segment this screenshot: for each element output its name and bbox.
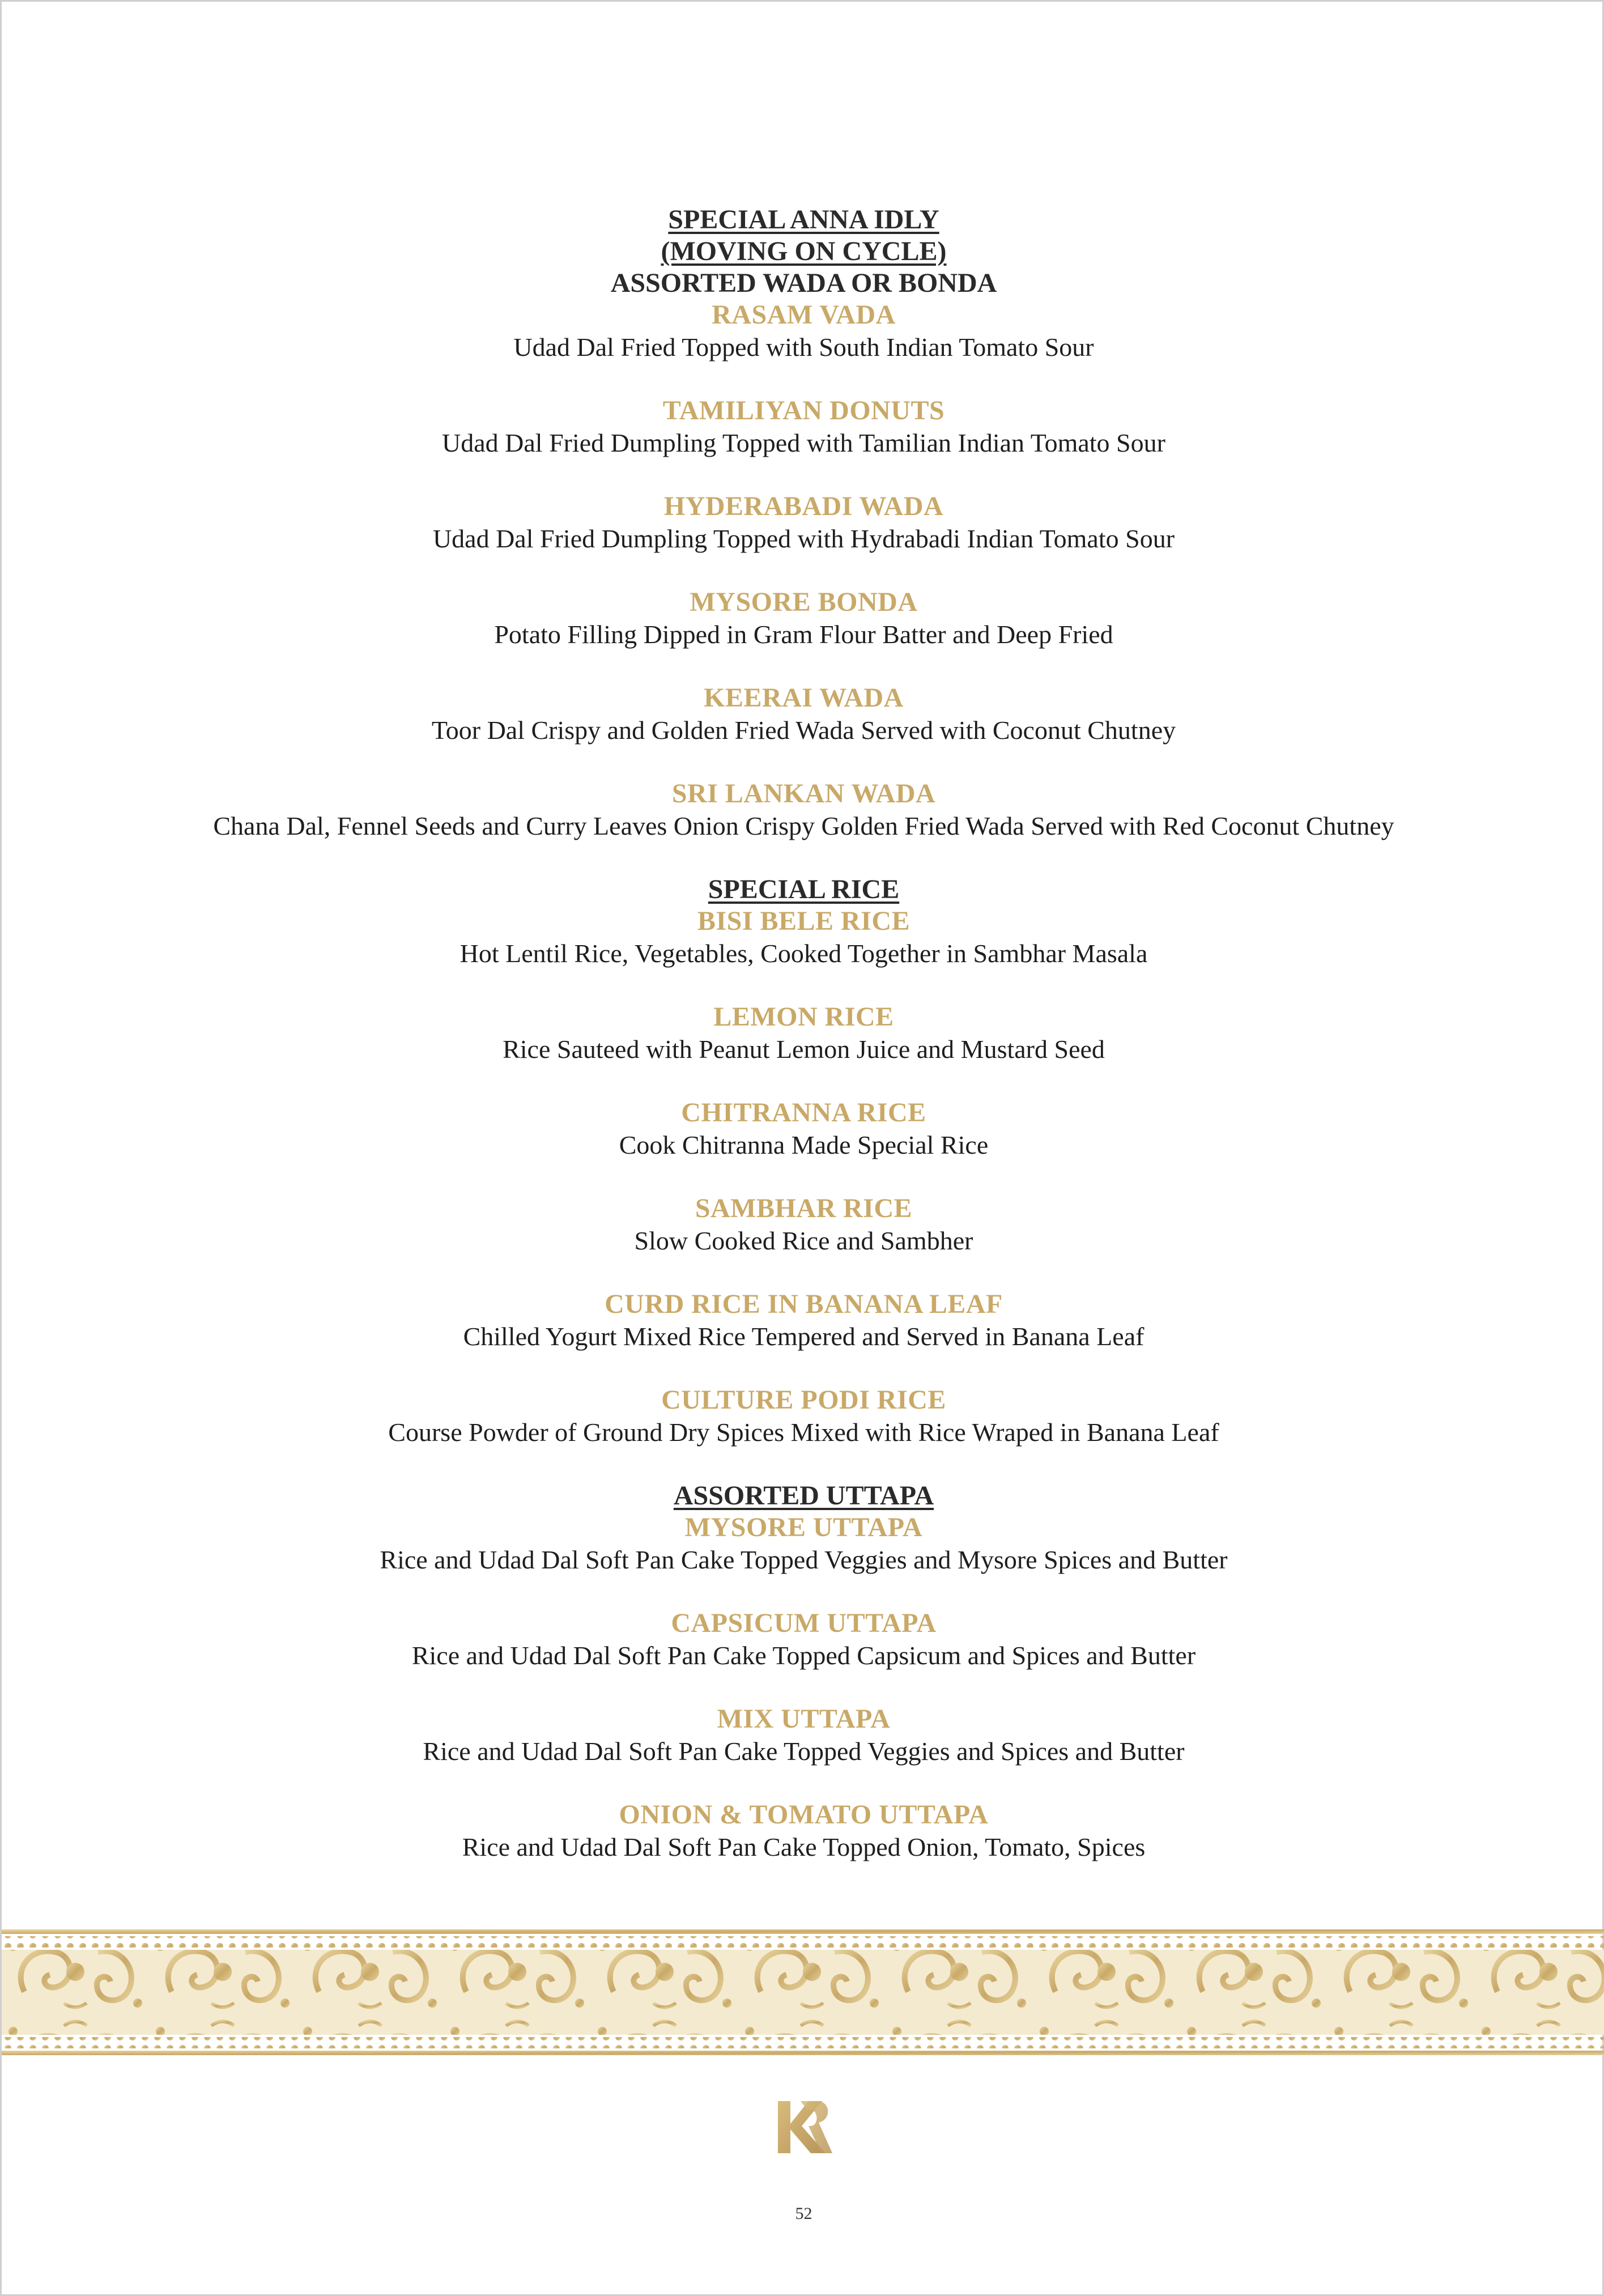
item-name: BISI BELE RICE bbox=[697, 906, 911, 936]
gold-paisley-border-icon bbox=[2, 1929, 1604, 2055]
item-name: TAMILIYAN DONUTS bbox=[662, 396, 945, 426]
item-description: Udad Dal Fried Dumpling Topped with Hydrabadi Indian Tomato Sour bbox=[432, 524, 1175, 553]
item-description: Hot Lentil Rice, Vegetables, Cooked Together in Sambhar Masala bbox=[459, 939, 1148, 968]
item-name: CHITRANNA RICE bbox=[681, 1098, 926, 1128]
item-description: Course Powder of Ground Dry Spices Mixed with Rice Wraped in Banana Leaf bbox=[388, 1418, 1219, 1447]
item-name: CULTURE PODI RICE bbox=[661, 1385, 946, 1415]
item-description: Rice and Udad Dal Soft Pan Cake Topped Capsicum and Spices and Butter bbox=[411, 1641, 1196, 1670]
item-name: MYSORE UTTAPA bbox=[684, 1512, 923, 1542]
item-name: ONION & TOMATO UTTAPA bbox=[619, 1800, 989, 1830]
section-subtitle-wada: ASSORTED WADA OR BONDA bbox=[610, 268, 997, 298]
item-name: KEERAI WADA bbox=[704, 683, 904, 713]
menu-item bbox=[2, 1001, 1604, 1065]
menu-item bbox=[2, 491, 1604, 555]
item-name: HYDERABADI WADA bbox=[663, 491, 944, 521]
item-description: Udad Dal Fried Topped with South Indian Tomato Sour bbox=[513, 333, 1094, 362]
item-description: Rice and Udad Dal Soft Pan Cake Topped Onion, Tomato, Spices bbox=[462, 1832, 1146, 1861]
item-name: MIX UTTAPA bbox=[717, 1704, 891, 1734]
section-title-idly-line2: (MOVING ON CYCLE) bbox=[661, 236, 947, 266]
menu-item bbox=[2, 1289, 1604, 1353]
menu-item bbox=[2, 1799, 1604, 1863]
menu-item bbox=[2, 1193, 1604, 1257]
item-description: Potato Filling Dipped in Gram Flour Batter and Deep Fried bbox=[494, 620, 1113, 649]
item-name: CAPSICUM UTTAPA bbox=[671, 1608, 937, 1638]
menu-item bbox=[2, 1384, 1604, 1448]
item-description: Chilled Yogurt Mixed Rice Tempered and Served in Banana Leaf bbox=[463, 1322, 1145, 1351]
item-name: MYSORE BONDA bbox=[690, 587, 918, 617]
menu-item bbox=[2, 682, 1604, 746]
item-name: LEMON RICE bbox=[713, 1002, 894, 1032]
menu-item bbox=[2, 778, 1604, 842]
item-description: Udad Dal Fried Dumpling Topped with Tamilian Indian Tomato Sour bbox=[442, 428, 1165, 457]
item-description: Rice and Udad Dal Soft Pan Cake Topped Veggies and Mysore Spices and Butter bbox=[380, 1545, 1228, 1574]
item-description: Toor Dal Crispy and Golden Fried Wada Served with Coconut Chutney bbox=[431, 716, 1176, 745]
menu-item bbox=[2, 299, 1604, 363]
item-description: Rice Sauteed with Peanut Lemon Juice and Mustard Seed bbox=[503, 1035, 1105, 1064]
section-title-idly-line1: SPECIAL ANNA IDLY bbox=[668, 205, 939, 235]
item-name: RASAM VADA bbox=[712, 300, 896, 330]
item-description: Chana Dal, Fennel Seeds and Curry Leaves Onion Crispy Golden Fried Wada Served with Red Coconut Chutney bbox=[213, 811, 1394, 840]
menu-item bbox=[2, 905, 1604, 970]
item-description: Rice and Udad Dal Soft Pan Cake Topped Veggies and Spices and Butter bbox=[423, 1737, 1185, 1766]
menu-item bbox=[2, 1512, 1604, 1576]
menu-item bbox=[2, 1703, 1604, 1767]
section-title-rice: SPECIAL RICE bbox=[708, 874, 900, 904]
page-number: 52 bbox=[795, 2204, 812, 2223]
menu-item bbox=[2, 1097, 1604, 1161]
item-description: Slow Cooked Rice and Sambher bbox=[634, 1226, 973, 1255]
item-name: SRI LANKAN WADA bbox=[671, 779, 936, 809]
item-name: CURD RICE IN BANANA LEAF bbox=[605, 1289, 1003, 1319]
menu-item bbox=[2, 395, 1604, 459]
item-name: SAMBHAR RICE bbox=[695, 1193, 913, 1223]
menu-content bbox=[2, 204, 1604, 1863]
menu-item bbox=[2, 1608, 1604, 1672]
kr-monogram-logo-icon bbox=[773, 2097, 836, 2159]
section-title-uttapa: ASSORTED UTTAPA bbox=[673, 1481, 934, 1511]
item-description: Cook Chitranna Made Special Rice bbox=[619, 1130, 989, 1159]
menu-item bbox=[2, 586, 1604, 650]
